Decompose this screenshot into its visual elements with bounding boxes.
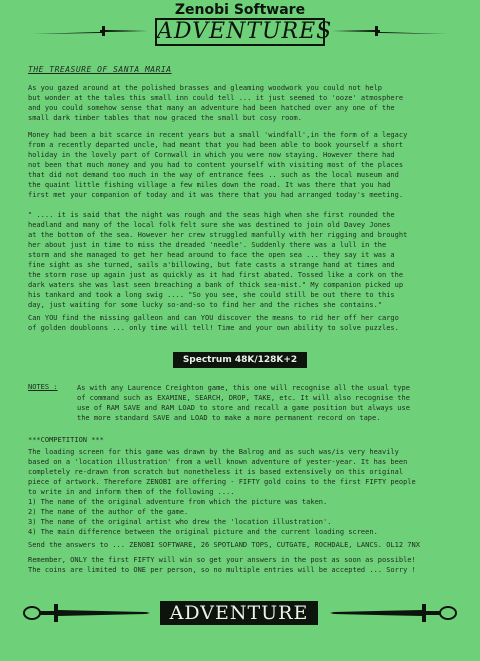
story-paragraph-4: Can YOU find the missing galleon and can YOU discover the means to rid her off her cargo of golden doubloons ... only time will tell! Time and your own ability to solve puzzles. xyxy=(28,314,399,332)
story-paragraph-2: Money had been a bit scarce in recent years but a small 'windfall',in the form of a legacy from a recently departed uncle, had meant that you had been able to book yourself a short holiday in the lovely part of Cornwall in which you were now staying. However there had not been that much money and you had to content yourself with visiting most of the places that did not demand too much in the way of entrance fees .. such as the local museum and the quaint little fishing village a few miles down the road. It was there that you had first met your companion of today and it was there that you had arranged today's meeting. xyxy=(28,131,408,199)
competition-address: Send the answers to ... ZENOBI SOFTWARE, 26 SPOTLAND TOPS, CUTGATE, ROCHDALE, LANCS. OL12 7NX xyxy=(28,541,420,549)
story-paragraph-3: " .... it is said that the night was rough and the seas high when she first rounded the headland and many of the local folk felt sure she was destined to join old Davey Jones at the bottom of the sea. However her crew struggled manfully with her rigging and brought her about just in time to miss the dreaded 'needle'. Suddenly there was a lull in the storm and she managed to get her head around to face the open sea ... they say it was a fine sight as she turned, sails a'billowing, but fate casts a strange hand at times and the storm rose up again just as quickly as it had first abated. Tossed like a cork on the dark waters she was last seen breaching a bank of thick sea-mist." My companion picked up his tankard and took a long swig .... "So you see, she could still be out there to this day, just waiting for some lucky so-and-so to find her and the riches she contains." xyxy=(28,211,408,309)
competition-heading: ***COMPETITION *** xyxy=(28,436,104,444)
game-title: THE TREASURE OF SANTA MARIA xyxy=(28,65,172,74)
platform-badge: Spectrum 48K/128K+2 xyxy=(173,352,307,368)
notes-label: NOTES : xyxy=(28,383,58,391)
sword-right-icon xyxy=(330,22,450,40)
sword-left-icon xyxy=(30,22,150,40)
competition-rules: Remember, ONLY the first FIFTY will win so get your answers in the post as soon as possible! The coins are limited to ONE per person, so no multiple entries will be accepted ... Sorry ! xyxy=(28,556,416,574)
adventure-footer-logo: ADVENTURE xyxy=(160,601,318,625)
competition-text: The loading screen for this game was drawn by the Balrog and as such was/is very heavily based on a 'location illustration' from a well known adventure of yester-year. It has been completely re-drawn from scratch but nonetheless it is based extensively on this original piece of artwork. Therefore ZENOBI are offering - FIFTY gold coins to the first FIFTY people to write in and inform them of the following .... 1) The name of the original adventure from which the picture was taken. 2) The name of the author of the game. 3) The name of the original artist who drew the 'location illustration'. 4) The main difference between the original picture and the current loading screen. xyxy=(28,448,416,536)
bottom-sword-right-icon xyxy=(328,600,458,626)
publisher-name: Zenobi Software xyxy=(174,2,306,18)
bottom-sword-left-icon xyxy=(22,600,152,626)
adventures-logo: ADVENTURES xyxy=(157,19,333,44)
notes-text: As with any Laurence Creighton game, this one will recognise all the usual type of command such as EXAMINE, SEARCH, DROP, TAKE, etc. It will also recognise the use of RAM SAVE and RAM LOAD to store and recall a game position but always use the more standard SAVE and LOAD to make a more permanent record on tape. xyxy=(77,384,410,422)
story-paragraph-1: As you gazed around at the polished brasses and gleaming woodwork you could not help but wonder at the tales this small inn could tell ... it just seemed to 'ooze' atmosphere and you could somehow sense that many an adventure had been hatched over any one of the small dark timber tables that now graced the small but cosy room. xyxy=(28,84,404,122)
